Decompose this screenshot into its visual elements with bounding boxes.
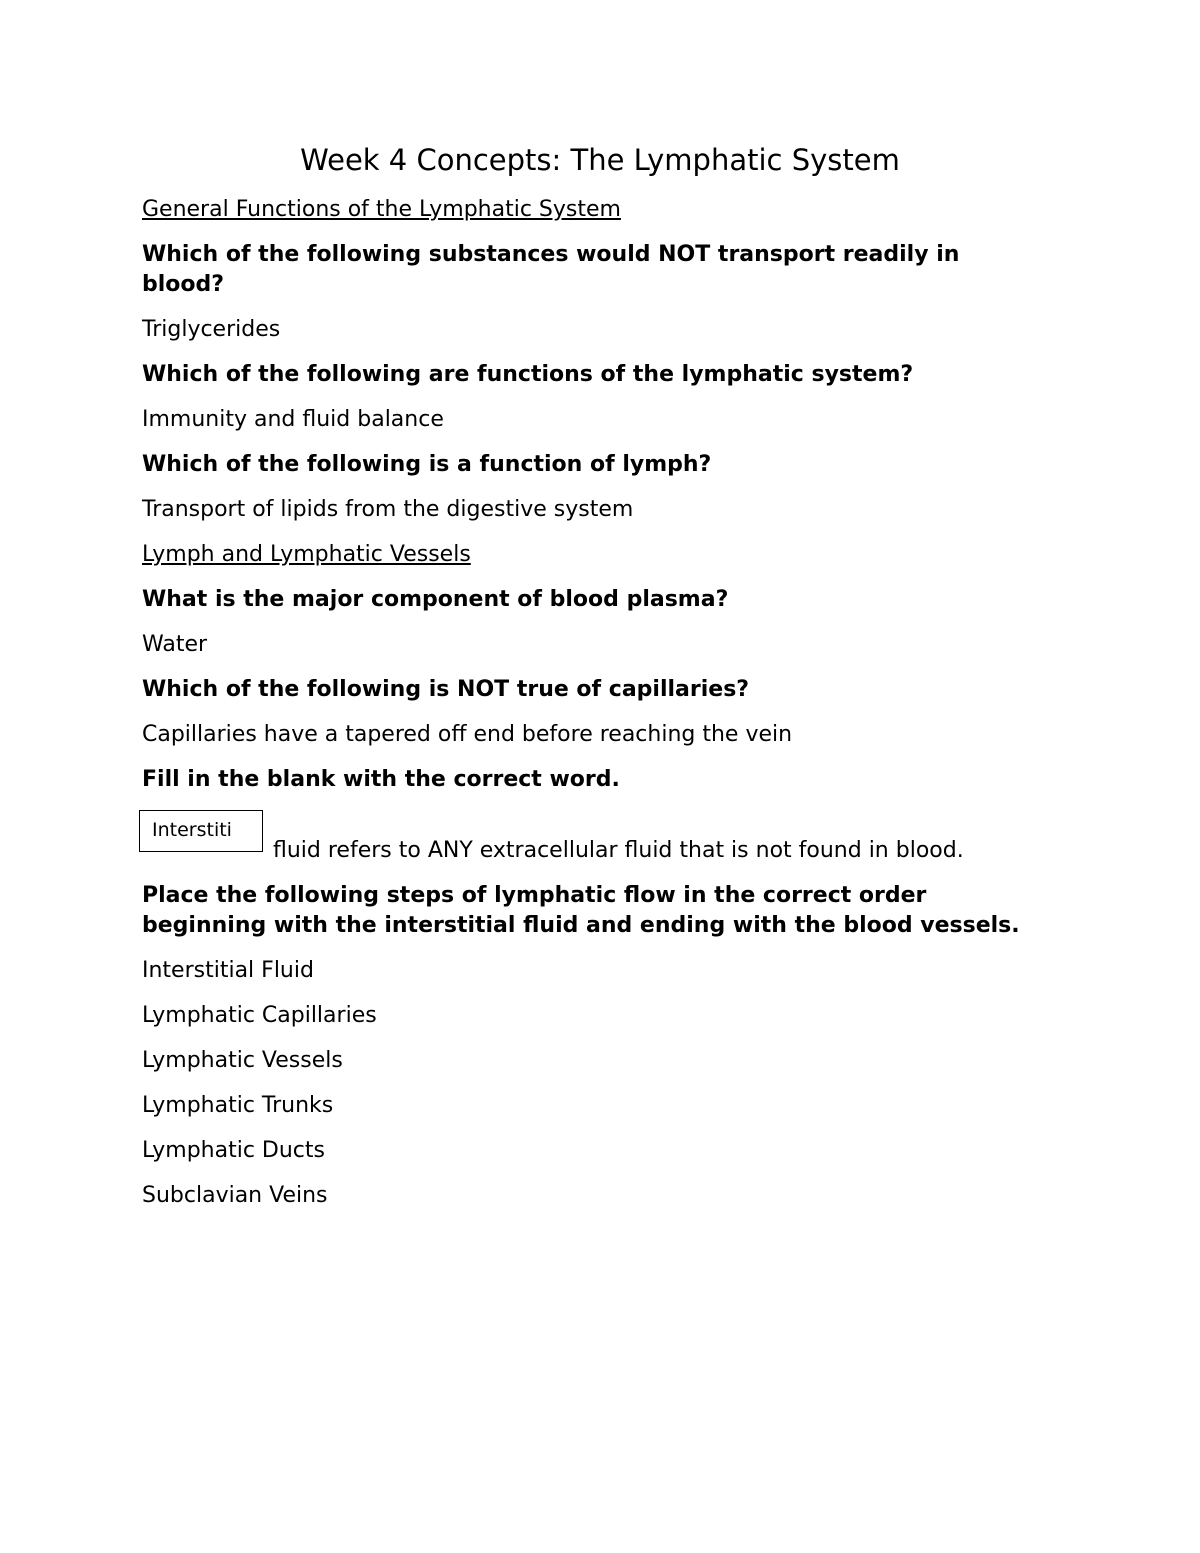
ordering-step: Subclavian Veins — [142, 1183, 328, 1208]
answer-text: Triglycerides — [142, 317, 281, 342]
ordering-step: Lymphatic Trunks — [142, 1093, 334, 1118]
question-text: Which of the following are functions of the lymphatic system? — [142, 362, 914, 387]
question-text: What is the major component of blood plasma? — [142, 587, 729, 612]
section-heading-lymph-vessels: Lymph and Lymphatic Vessels — [142, 542, 471, 567]
question-text: Which of the following substances would NOT transport readily in blood? — [142, 242, 960, 297]
answer-text: Water — [142, 632, 208, 657]
answer-text: Capillaries have a tapered off end before reaching the vein — [142, 722, 793, 747]
answer-text: Transport of lipids from the digestive system — [142, 497, 634, 522]
fill-blank-row — [142, 810, 1042, 866]
fill-blank-sentence: fluid refers to ANY extracellular fluid that is not found in blood. — [273, 838, 964, 863]
section-heading-general-functions: General Functions of the Lymphatic System — [142, 197, 621, 222]
question-text: Which of the following is NOT true of capillaries? — [142, 677, 750, 702]
ordering-question: Place the following steps of lymphatic flow in the correct order beginning with the interstitial fluid and ending with the blood vessels. — [142, 883, 1020, 938]
ordering-step: Lymphatic Vessels — [142, 1048, 343, 1073]
ordering-step: Lymphatic Capillaries — [142, 1003, 377, 1028]
ordering-step: Lymphatic Ducts — [142, 1138, 325, 1163]
page-title: Week 4 Concepts: The Lymphatic System — [300, 143, 900, 177]
document-body — [142, 195, 1042, 1226]
question-text: Which of the following is a function of lymph? — [142, 452, 712, 477]
ordering-step: Interstitial Fluid — [142, 958, 314, 983]
answer-text: Immunity and fluid balance — [142, 407, 444, 432]
fill-blank-input[interactable]: Interstiti — [139, 810, 263, 852]
fill-blank-question: Fill in the blank with the correct word. — [142, 767, 620, 792]
